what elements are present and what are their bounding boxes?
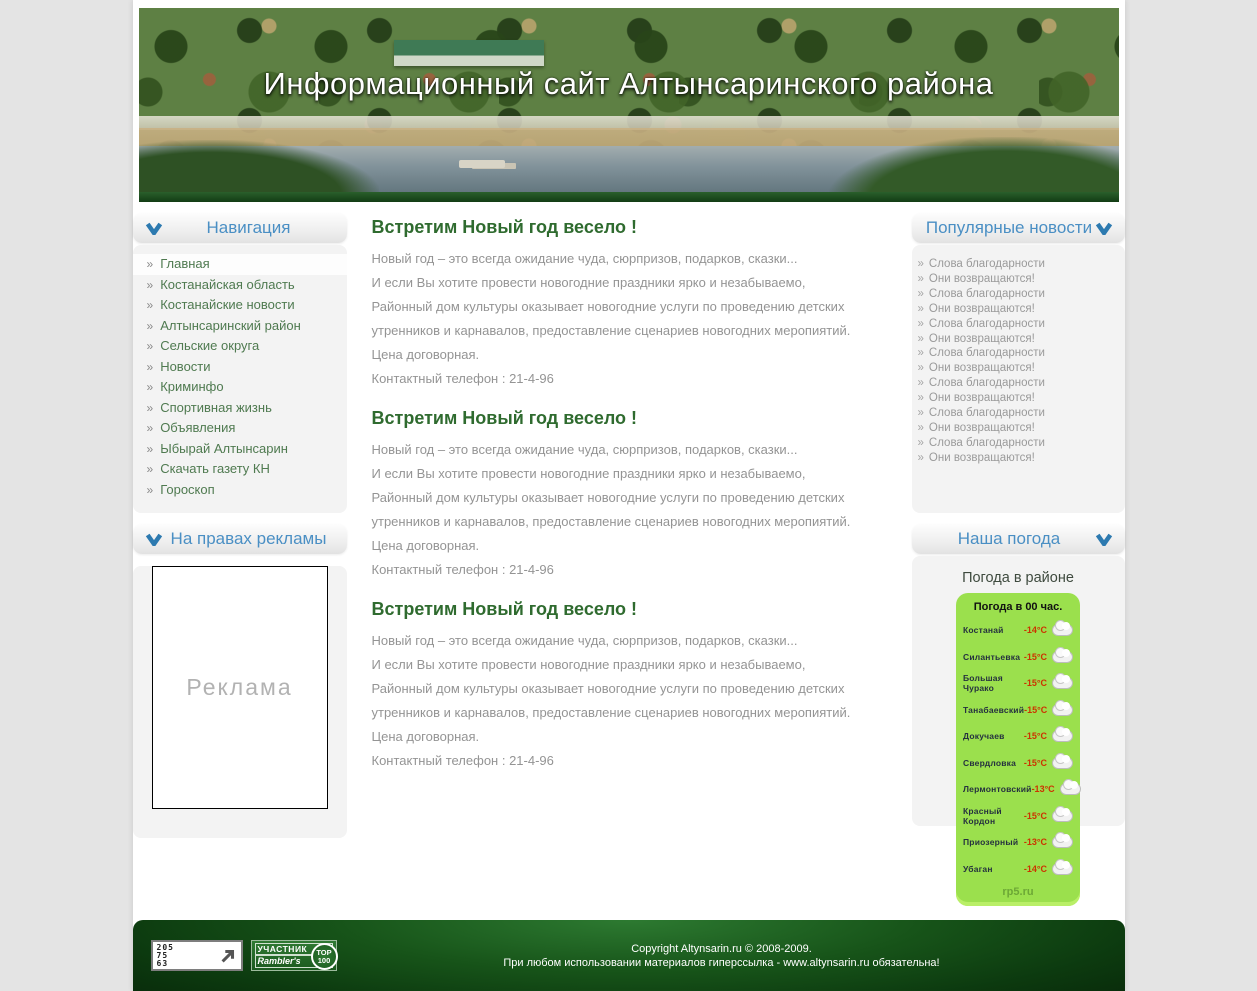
weather-row	[956, 697, 1080, 724]
weather-temp: -13°C	[1031, 784, 1055, 795]
article-line: Новый год – это всегда ожидание чуда, сюрпризов, подарков, сказки...	[371, 442, 798, 457]
nav-item-kostanay-news[interactable]: » Костанайские новости	[146, 297, 295, 312]
photo-boat	[459, 160, 505, 168]
nav-item-altynsarin-rayon[interactable]: » Алтынсаринский район	[146, 317, 301, 333]
header	[133, 0, 1125, 202]
weather-temp: -15°C	[1024, 704, 1048, 715]
page-container	[133, 0, 1125, 991]
main-column	[347, 213, 912, 790]
chevron-down-icon	[145, 533, 163, 546]
ads-header	[133, 524, 347, 554]
nav-header	[133, 213, 347, 243]
weather-place: Силантьевка	[963, 651, 1021, 662]
weather-temp: -13°C	[1023, 837, 1047, 848]
counter-line: 63	[156, 958, 169, 968]
article-line: Районный дом культуры оказывает новогодние услуги по проведению детских	[371, 299, 845, 314]
footer	[133, 920, 1125, 991]
photo-bush-right	[829, 137, 1119, 192]
ad-placeholder-label: Реклама	[186, 674, 293, 700]
article-line: Цена договорная.	[371, 729, 480, 744]
news-link[interactable]: » Они возвращаются!	[917, 302, 1035, 315]
article-line: Районный дом культуры оказывает новогодние услуги по проведению детских	[371, 490, 845, 505]
counter-line: 75	[156, 950, 169, 960]
weather-widget-title: Погода в 00 час.	[973, 601, 1063, 613]
bullet-icon: »	[146, 318, 154, 333]
weather-row	[956, 670, 1080, 697]
weather-place: Большая Чурако	[963, 673, 1003, 694]
cloud-icon	[1060, 783, 1081, 795]
weather-place: Свердловка	[963, 757, 1017, 768]
ads-title: На правах рекламы	[170, 529, 327, 548]
ad-banner[interactable]	[152, 566, 328, 809]
bullet-icon: »	[917, 317, 924, 330]
weather-header	[912, 524, 1125, 554]
bullet-icon: »	[917, 392, 924, 405]
weather-row	[956, 776, 1080, 803]
counter-digits	[157, 944, 174, 968]
bullet-icon: »	[917, 347, 924, 360]
chevron-down-icon	[145, 222, 163, 235]
weather-row	[956, 644, 1080, 671]
bullet-icon: »	[146, 441, 154, 456]
news-link[interactable]: » Они возвращаются!	[917, 392, 1035, 405]
nav-item-selskie-okruga[interactable]: » Сельские округа	[146, 338, 260, 353]
nav-title: Навигация	[206, 218, 291, 237]
article-line: И если Вы хотите провести новогодние праздники ярко и незабываемо,	[371, 275, 806, 290]
popular-news-header	[912, 213, 1125, 243]
weather-row	[956, 723, 1080, 750]
cloud-icon	[1052, 757, 1073, 769]
weather-row	[956, 617, 1080, 644]
chevron-down-icon	[1095, 533, 1113, 546]
article-line: И если Вы хотите провести новогодние праздники ярко и незабываемо,	[371, 466, 806, 481]
rambler-label: Rambler's	[255, 955, 333, 968]
weather-temp: -14°C	[1023, 863, 1047, 874]
weather-source-link[interactable]: rp5.ru	[1002, 886, 1034, 898]
weather-subtitle: Погода в районе	[962, 570, 1074, 586]
weather-place: Танабаевский	[963, 704, 1025, 715]
article-line: Контактный телефон : 21-4-96	[371, 371, 554, 386]
news-link[interactable]: » Слова благодарности	[917, 287, 1045, 300]
news-link[interactable]: » Они возвращаются!	[917, 272, 1035, 285]
rambler-label: УЧАСТНИК	[255, 943, 333, 955]
article-title[interactable]: Встретим Новый год весело !	[371, 217, 638, 237]
bullet-icon: »	[146, 421, 154, 435]
bullet-icon: »	[917, 302, 924, 315]
bullet-icon: »	[146, 482, 154, 497]
weather-place: Костанай	[963, 625, 1004, 636]
article	[372, 599, 900, 773]
weather-title: Наша погода	[957, 529, 1061, 548]
footer-notice: При любом использовании материалов гиперссылка - www.altynsarin.ru обязательна!	[503, 956, 940, 969]
weather-place: Приозерный	[963, 837, 1019, 848]
bullet-icon: »	[917, 332, 924, 345]
bullet-icon: »	[917, 362, 924, 375]
bullet-icon: »	[917, 451, 924, 464]
cloud-icon	[1052, 704, 1073, 716]
article	[372, 408, 900, 582]
weather-widget[interactable]	[956, 593, 1080, 906]
bullet-icon: »	[146, 298, 154, 312]
bullet-icon: »	[146, 359, 154, 374]
nav-item-glavnaya[interactable]: » Главная	[133, 254, 347, 275]
weather-temp: -14°C	[1023, 625, 1047, 636]
bullet-icon: »	[917, 421, 924, 434]
article-line: Новый год – это всегда ожидание чуда, сюрпризов, подарков, сказки...	[371, 251, 798, 266]
rambler-top100-badge[interactable]	[251, 940, 337, 971]
counter-line: 205	[156, 942, 174, 952]
news-link[interactable]: » Они возвращаются!	[917, 421, 1035, 434]
bullet-icon: »	[917, 377, 924, 390]
cloud-icon	[1052, 651, 1073, 663]
article-line: И если Вы хотите провести новогодние праздники ярко и незабываемо,	[371, 657, 806, 672]
content	[133, 202, 1125, 920]
weather-place: Красный Кордон	[963, 805, 1002, 826]
bullet-icon: »	[917, 407, 924, 420]
article-line: утренников и карнавалов, предоставление сценариев новогодних меропиятий.	[371, 323, 851, 338]
rambler-top100-circle: TOP 100	[311, 943, 338, 970]
cloud-icon	[1052, 730, 1073, 742]
cloud-icon	[1052, 624, 1073, 636]
bullet-icon: »	[917, 436, 924, 449]
footer-badges	[151, 940, 337, 971]
news-link[interactable]: » Они возвращаются!	[917, 332, 1035, 345]
arrow-up-right-icon	[219, 947, 237, 965]
photo-building	[394, 40, 544, 66]
article-line: Районный дом культуры оказывает новогодние услуги по проведению детских	[371, 681, 845, 696]
article-line: утренников и карнавалов, предоставление сценариев новогодних меропиятий.	[371, 514, 851, 529]
bullet-icon: »	[146, 400, 154, 415]
cloud-icon	[1052, 863, 1073, 875]
popular-news-panel	[912, 245, 1125, 513]
bullet-icon: »	[146, 339, 154, 353]
visit-counter-badge[interactable]	[151, 940, 243, 971]
news-link[interactable]: » Слова благодарности	[917, 258, 1045, 270]
news-link[interactable]: » Слова благодарности	[917, 436, 1045, 449]
news-link[interactable]: » Они возвращаются!	[917, 451, 1035, 464]
cloud-icon	[1052, 677, 1073, 689]
article-line: утренников и карнавалов, предоставление сценариев новогодних меропиятий.	[371, 705, 851, 720]
news-link[interactable]: » Они возвращаются!	[917, 362, 1035, 375]
nav-item-obyavleniya[interactable]: » Объявления	[146, 420, 236, 435]
news-link[interactable]: » Слова благодарности	[917, 347, 1045, 360]
weather-place: Докучаев	[963, 731, 1005, 742]
footer-text	[337, 942, 1107, 970]
weather-row	[956, 750, 1080, 777]
weather-temp: -15°C	[1023, 731, 1047, 742]
sidebar-right	[912, 213, 1125, 898]
nav-list	[133, 254, 347, 500]
header-divider-bar	[139, 192, 1119, 202]
cloud-icon	[1052, 836, 1073, 848]
bullet-icon: »	[146, 277, 154, 292]
article-line: Контактный телефон : 21-4-96	[371, 562, 554, 577]
nav-item-kostanay-oblast[interactable]: » Костанайская область	[146, 276, 295, 292]
weather-temp: -15°C	[1023, 678, 1047, 689]
weather-row	[956, 829, 1080, 856]
weather-row	[956, 803, 1080, 830]
nav-item-novosti[interactable]: » Новости	[146, 358, 211, 374]
article-line: Цена договорная.	[371, 347, 480, 362]
weather-temp: -15°C	[1023, 757, 1047, 768]
popular-news-list	[912, 257, 1125, 466]
news-link[interactable]: » Слова благодарности	[917, 407, 1045, 420]
article-title[interactable]: Встретим Новый год весело !	[371, 408, 638, 428]
site-title: Информационный сайт Алтынсаринского района	[263, 66, 994, 101]
nav-item-goroskop[interactable]: » Гороскоп	[146, 481, 215, 497]
weather-place: Убаган	[963, 863, 993, 874]
nav-item-ybyray-altynsarin[interactable]: » Ыбырай Алтынсарин	[146, 440, 288, 456]
header-photo	[139, 8, 1119, 192]
weather-panel	[912, 556, 1125, 898]
news-link[interactable]: » Слова благодарности	[917, 317, 1045, 330]
weather-temp: -15°C	[1023, 810, 1047, 821]
photo-bush-left	[139, 140, 379, 192]
article-line: Цена договорная.	[371, 538, 480, 553]
cloud-icon	[1052, 810, 1073, 822]
nav-panel	[133, 245, 347, 513]
news-link[interactable]: » Слова благодарности	[917, 377, 1045, 390]
nav-item-kriminfo[interactable]: » Криминфо	[146, 379, 224, 394]
article	[372, 217, 900, 391]
bullet-icon: »	[917, 287, 924, 300]
bullet-icon: »	[917, 272, 924, 285]
sidebar-left	[133, 213, 347, 838]
nav-item-gazeta-kn[interactable]: » Скачать газету КН	[146, 461, 270, 476]
bullet-icon: »	[146, 257, 154, 271]
weather-row	[956, 856, 1080, 883]
bullet-icon: »	[146, 462, 154, 476]
popular-news-title: Популярные новости	[925, 218, 1093, 237]
article-line: Контактный телефон : 21-4-96	[371, 753, 554, 768]
weather-temp: -15°C	[1023, 651, 1047, 662]
bullet-icon: »	[917, 258, 924, 270]
weather-place: Лермонтовский	[963, 784, 1032, 795]
ads-panel	[133, 566, 347, 838]
article-line: Новый год – это всегда ожидание чуда, сюрпризов, подарков, сказки...	[371, 633, 798, 648]
nav-item-sport[interactable]: » Спортивная жизнь	[146, 399, 272, 415]
chevron-down-icon	[1095, 222, 1113, 235]
bullet-icon: »	[146, 380, 154, 394]
footer-copyright: Copyright Altynsarin.ru © 2008-2009.	[631, 942, 812, 955]
article-title[interactable]: Встретим Новый год весело !	[371, 599, 638, 619]
